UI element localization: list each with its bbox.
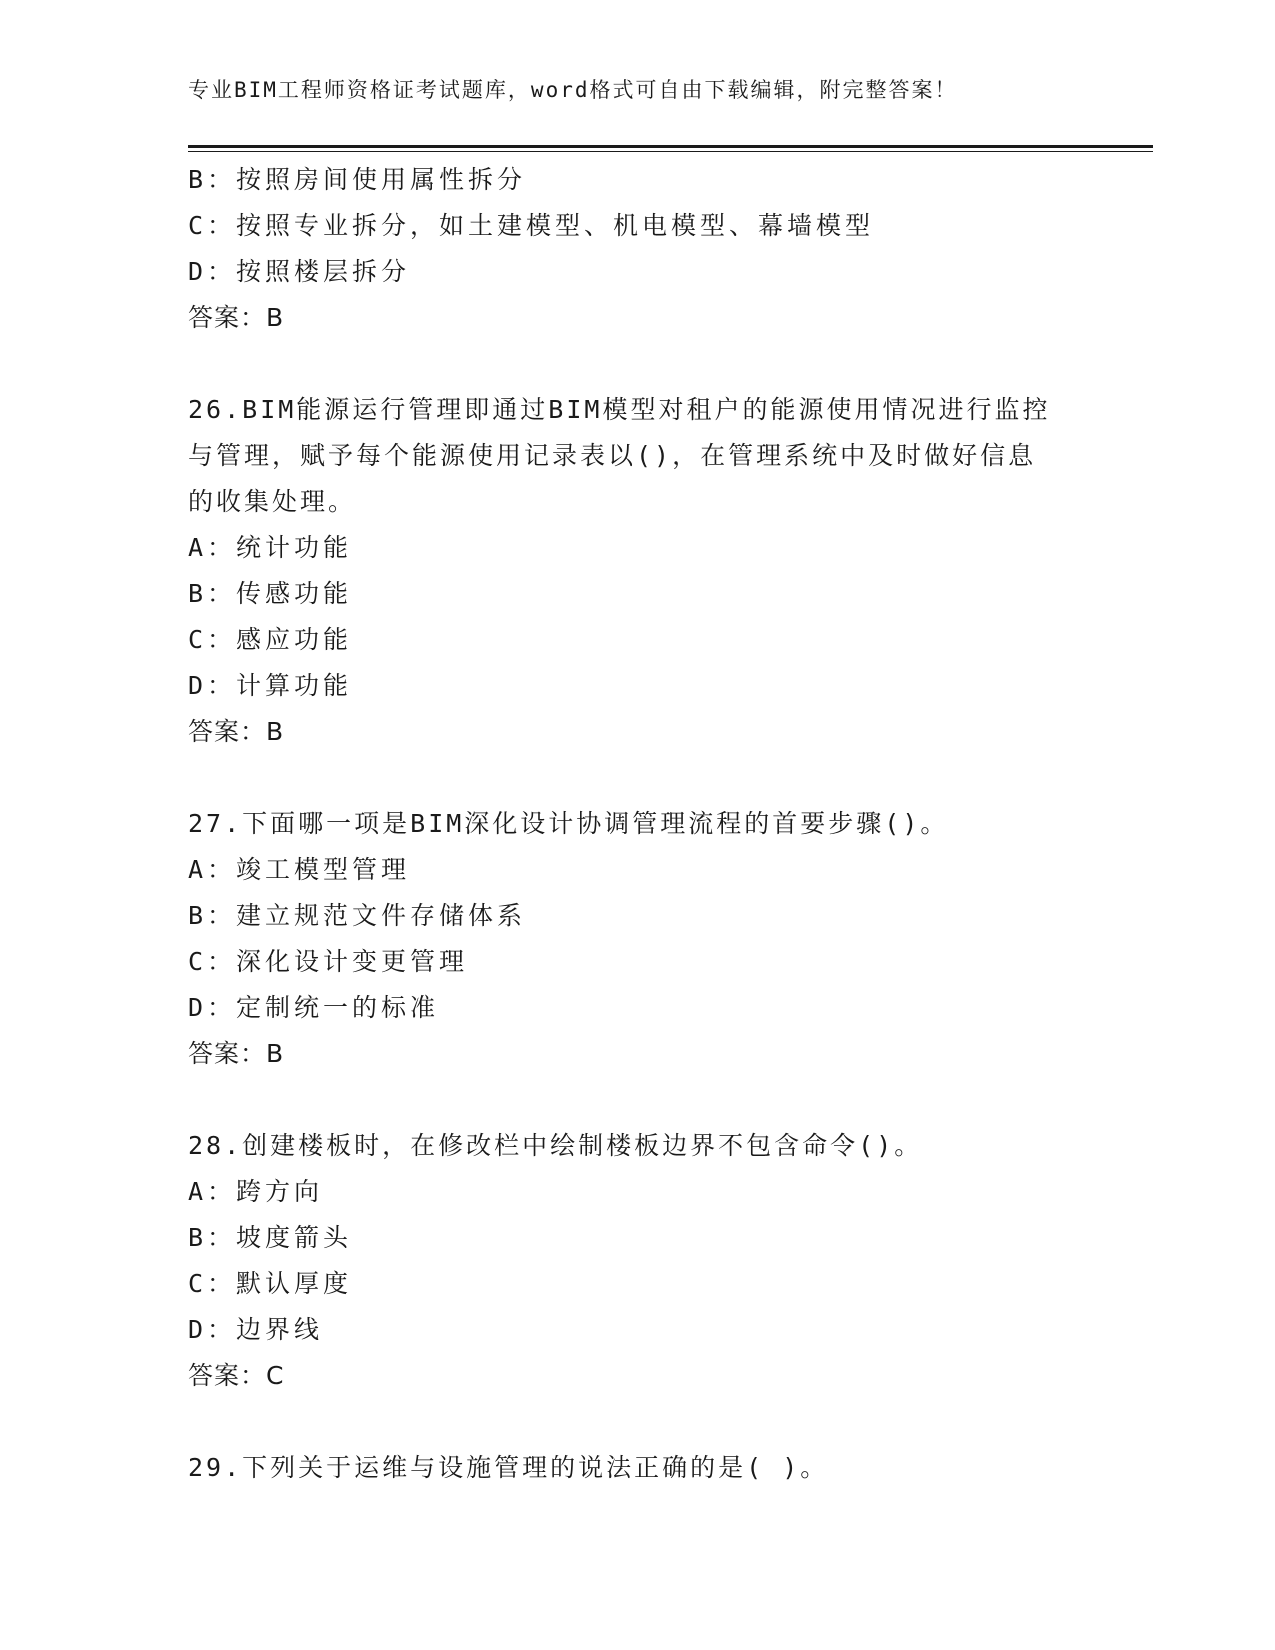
option-c: C：按照专业拆分，如土建模型、机电模型、幕墙模型 [188,211,875,240]
question-text: 28.创建楼板时，在修改栏中绘制楼板边界不包含命令()。 [188,1131,923,1160]
answer: 答案：B [188,303,285,332]
question-text: 与管理，赋予每个能源使用记录表以()，在管理系统中及时做好信息 [188,441,1037,470]
header-rule [188,145,1153,152]
option-c: C：默认厚度 [188,1269,353,1298]
question-25 [188,157,1088,341]
spacer [188,1399,1088,1445]
question-list [188,157,1088,1491]
question-text: 27.下面哪一项是BIM深化设计协调管理流程的首要步骤()。 [188,809,949,838]
option-a: A：跨方向 [188,1177,324,1206]
question-text: 的收集处理。 [188,487,357,516]
option-b: B：建立规范文件存储体系 [188,901,527,930]
question-text: 29.下列关于运维与设施管理的说法正确的是( )。 [188,1453,829,1482]
option-d: D：边界线 [188,1315,324,1344]
question-27 [188,801,1088,1077]
answer: 答案：C [188,1361,285,1390]
page-header: 专业BIM工程师资格证考试题库，word格式可自由下载编辑，附完整答案！ [188,78,958,102]
option-b: B：按照房间使用属性拆分 [188,165,527,194]
option-d: D：定制统一的标准 [188,993,440,1022]
spacer [188,1077,1088,1123]
option-d: D：计算功能 [188,671,353,700]
option-b: B：传感功能 [188,579,353,608]
question-26 [188,387,1088,755]
answer: 答案：B [188,717,285,746]
question-text: 26.BIM能源运行管理即通过BIM模型对租户的能源使用情况进行监控 [188,395,1051,424]
question-29 [188,1445,1088,1491]
option-a: A：统计功能 [188,533,353,562]
option-a: A：竣工模型管理 [188,855,411,884]
option-d: D：按照楼层拆分 [188,257,411,286]
option-c: C：深化设计变更管理 [188,947,469,976]
spacer [188,755,1088,801]
answer: 答案：B [188,1039,285,1068]
question-28 [188,1123,1088,1399]
option-b: B：坡度箭头 [188,1223,353,1252]
spacer [188,341,1088,387]
option-c: C：感应功能 [188,625,353,654]
